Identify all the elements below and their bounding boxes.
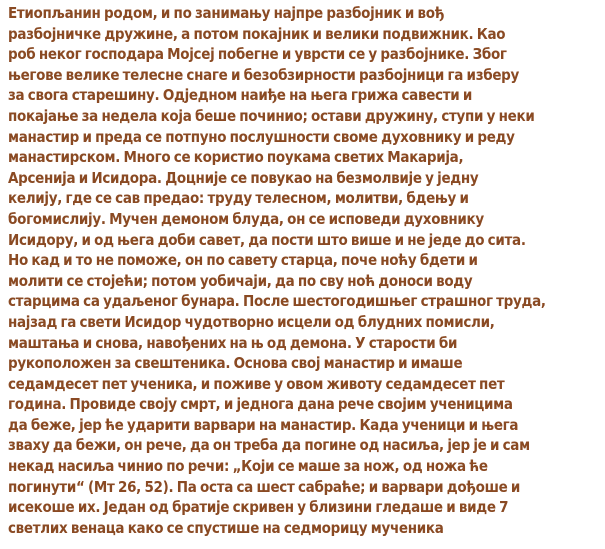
text-line-4: његове велике телесне снаге и безобзирности разбојници га изберу: [8, 65, 520, 84]
text-line-13: Но кад и то не поможе, он по савету старца, поче ноћу бдети и: [8, 251, 478, 270]
text-line-19: седамдесет пет ученика, и поживе у овом животу седамдесет пет: [8, 374, 505, 393]
text-line-9: Арсенија и Исидора. Доцније се повукао на безмолвије у једну: [8, 168, 479, 187]
text-line-25: исекоше их. Један од братије скривен у близини гледаше и виде 7: [8, 498, 509, 517]
body-text: [8, 3, 603, 538]
text-line-22: зваху да бежи, он рече, да он треба да погине од насиља, јер је и сам: [8, 436, 530, 455]
text-line-2: разбојничке дружине, а потом покајник и велики подвижник. Као: [8, 24, 506, 43]
text-line-23: некад насиља чинио по речи: „Који се маше за нож, од ножа ће: [8, 457, 488, 476]
text-line-14: молити се стојећи; потом уобичаји, да по сву ноћ доноси воду: [8, 271, 473, 290]
text-line-17: маштања и снова, навођених на њ од демона. У старости би: [8, 333, 458, 352]
text-line-21: да беже, јер ће ударити варвари на манастир. Када ученици и њега: [8, 415, 519, 434]
text-line-7: манастир и преда се потпуно послушности своме духовнику и реду: [8, 127, 515, 146]
text-line-11: богомислију. Мучен демоном блуда, он се исповеди духовнику: [8, 209, 484, 228]
text-line-1: Етиопљанин родом, и по занимању најпре разбојник и вођ: [8, 4, 445, 22]
text-line-20: година. Провиде своју смрт, и једнога дана рече својим ученицима: [8, 395, 513, 414]
text-line-8: манастирском. Много се користио поукама светих Макарија,: [8, 148, 464, 167]
text-line-5: за свога старешину. Одједном наиђе на њега грижа савести и: [8, 86, 473, 105]
text-line-12: Исидору, и од њега доби савет, да пости што више и не једе до сита.: [8, 230, 526, 249]
text-line-3: роб неког господара Мојсеј побегне и уврсти се у разбојнике. Због: [8, 45, 507, 64]
text-line-26: светлих венаца како се спустише на седморицу мученика: [8, 518, 444, 537]
text-line-15: старцима са удаљеног бунара. После шестогодишњег страшног труда,: [8, 292, 546, 311]
text-line-16: најзад га свети Исидор чудотворно исцели од блудних помисли,: [8, 312, 495, 331]
text-line-18: рукоположен за свештеника. Основа свој манастир и имаше: [8, 354, 463, 373]
text-line-6: покајање за недела која беше починио; остави дружину, ступи у неки: [8, 106, 535, 125]
text-line-10: келију, где се сав предао: труду телесном, молитви, бдењу и: [8, 189, 469, 208]
text-line-24: погинути“ (Мт 26, 52). Па оста са шест сабраће; и варвари дођоше и: [8, 477, 521, 496]
